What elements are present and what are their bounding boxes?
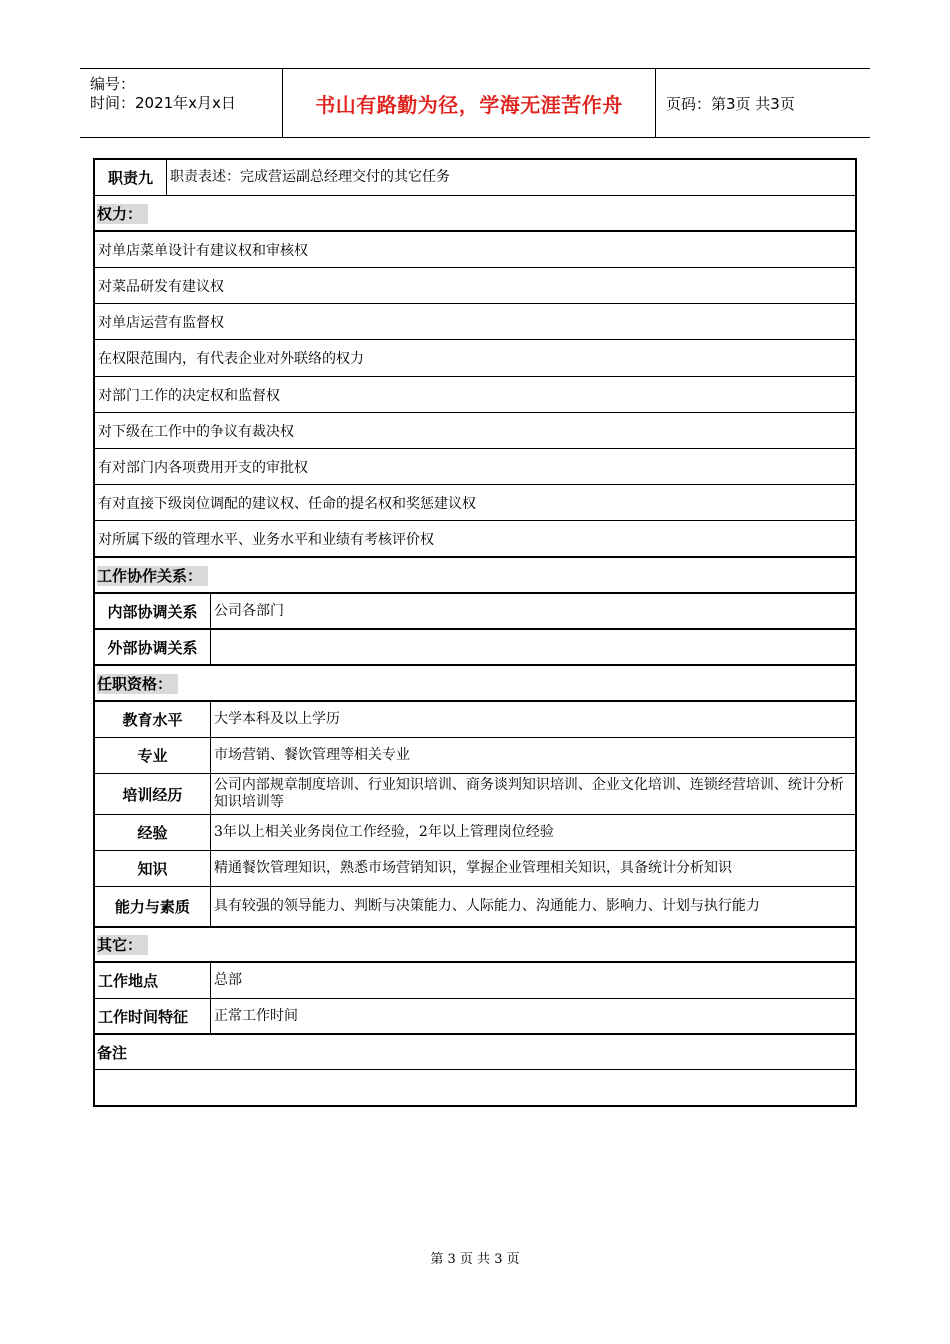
qualification-row [95, 815, 855, 851]
external-relations-row [95, 630, 855, 666]
power-item [95, 521, 855, 558]
qualification-label: 经验 [95, 815, 211, 850]
qualification-row [95, 738, 855, 774]
qualification-row [95, 887, 855, 928]
power-item-text: 有对直接下级岗位调配的建议权、任命的提名权和奖惩建议权 [98, 495, 476, 512]
header-page-number: 页码：第3页 共3页 [666, 94, 795, 113]
power-item-text: 对部门工作的决定权和监督权 [98, 387, 280, 404]
header-motto: 书山有路勤为径，学海无涯苦作舟 [315, 92, 623, 117]
work-hours-value: 正常工作时间 [214, 1007, 298, 1024]
header-page-cell [656, 69, 870, 137]
power-item-text: 对单店运营有监督权 [98, 314, 224, 331]
document-number-label: 编号： [90, 75, 136, 93]
qualification-label: 知识 [95, 851, 211, 886]
other-section-header [95, 928, 855, 963]
duty-description: 职责表述：完成营运副总经理交付的其它任务 [170, 169, 450, 185]
qualification-label: 教育水平 [95, 702, 211, 737]
work-location-value: 总部 [214, 972, 242, 988]
qualification-label: 能力与素质 [95, 887, 211, 926]
power-item [95, 413, 855, 449]
relations-section-title: 工作协作关系： [97, 566, 208, 586]
work-hours-label: 工作时间特征 [95, 999, 211, 1033]
qualification-row [95, 702, 855, 738]
internal-relations-row [95, 594, 855, 630]
internal-relations-value: 公司各部门 [214, 602, 284, 619]
qualification-value: 大学本科及以上学历 [214, 711, 340, 727]
power-item-text: 对下级在工作中的争议有裁决权 [98, 423, 294, 440]
qualification-row [95, 774, 855, 815]
powers-section-header [95, 196, 855, 232]
other-section-title: 其它： [97, 935, 148, 955]
duty-row [95, 160, 855, 196]
qualifications-section-title: 任职资格： [97, 674, 178, 694]
power-item-text: 有对部门内各项费用开支的审批权 [98, 459, 308, 476]
page-header [80, 68, 870, 138]
power-item-text: 对单店菜单设计有建议权和审核权 [98, 242, 308, 259]
qualification-value: 精通餐饮管理知识，熟悉市场营销知识，掌握企业管理相关知识，具备统计分析知识 [214, 860, 732, 876]
power-item [95, 485, 855, 521]
power-item [95, 304, 855, 340]
powers-section-title: 权力： [97, 204, 148, 224]
qualification-value: 公司内部规章制度培训、行业知识培训、商务谈判知识培训、企业文化培训、连锁经营培训、统计分析知识培训等 [213, 777, 844, 810]
power-item-text: 对菜品研发有建议权 [98, 278, 224, 295]
header-motto-cell [283, 69, 656, 137]
power-item [95, 377, 855, 413]
power-item [95, 232, 855, 268]
power-item [95, 449, 855, 485]
power-item-text: 对所属下级的管理水平、业务水平和业绩有考核评价权 [98, 531, 434, 548]
work-location-row [95, 963, 855, 999]
relations-section-header [95, 558, 855, 594]
qualification-label: 培训经历 [95, 774, 211, 814]
page-footer: 第 3 页 共 3 页 [430, 1252, 520, 1267]
document-date-label: 时间：2021年x月x日 [90, 94, 236, 112]
remarks-title: 备注 [97, 1043, 128, 1062]
remarks-header [95, 1035, 855, 1070]
power-item [95, 268, 855, 304]
external-relations-label: 外部协调关系 [95, 630, 211, 664]
power-item [95, 340, 855, 377]
duty-label: 职责九 [95, 160, 167, 195]
qualification-value: 市场营销、餐饮管理等相关专业 [214, 747, 410, 763]
qualification-label: 专业 [95, 738, 211, 773]
qualification-value: 3年以上相关业务岗位工作经验，2年以上管理岗位经验 [214, 824, 554, 840]
header-meta-cell [80, 69, 283, 137]
qualifications-section-header [95, 666, 855, 702]
work-location-label: 工作地点 [95, 963, 211, 998]
remarks-content [95, 1070, 855, 1105]
work-hours-row [95, 999, 855, 1035]
job-description-table [93, 158, 857, 1107]
qualification-row [95, 851, 855, 887]
qualification-value: 具有较强的领导能力、判断与决策能力、人际能力、沟通能力、影响力、计划与执行能力 [213, 898, 760, 914]
power-item-text: 在权限范围内，有代表企业对外联络的权力 [98, 351, 364, 367]
internal-relations-label: 内部协调关系 [95, 594, 211, 628]
